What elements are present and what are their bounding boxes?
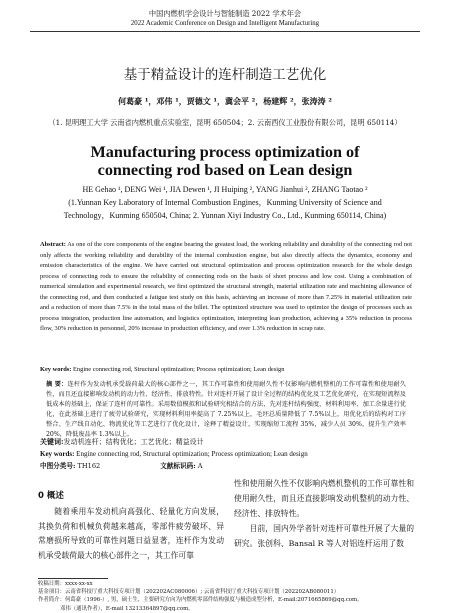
section-heading-overview: 0 概述 [38,491,64,501]
running-header-en: 2022 Academic Conference on Design and Intelligent Manufacturing [130,20,320,27]
clc-value: TH162 [75,462,101,470]
affiliation-cn: （1. 昆明理工大学 云南省内燃机重点实验室，昆明 650504；2. 云南西仪工业股份有限公司，昆明 650114） [48,118,402,127]
keywords-en-top-text: Engine connecting rod, Structural optimization; Process optimization; Lean design [71,366,285,373]
body-right-column [234,476,414,551]
abstract-cn [46,380,406,440]
paper-title-cn: 基于精益设计的连杆制造工艺优化 [123,67,327,83]
header-rule [30,31,420,32]
abstract-en-label: Abstract: [40,241,66,248]
footnote-fund: 基金项目：云南省科技厅重大科技专项计划（202202AC080006）; 云南省科技厅重大科技专项计划（202202AB080011） [38,589,340,596]
keywords-cn-text: 发动机连杆；结构优化；工艺优化；精益设计 [63,438,204,446]
doc-code-label: 文献标识码: [160,462,196,470]
body-right-para-2-text: 目前，国内外学者针对连杆可靠性开展了大量的研究。张创科、Bansal R 等人对铝连杆运用了数 [234,524,414,548]
body-left-text: 随着乘用车发动机向高强化、轻量化方向发展，其换负荷和机械负荷越来越高，零部件疲劳破坏、异常磨损所导致的可靠性问题日益显著，连杆作为发动机承受载荷最大的核心部件之一，其工作可靠 [38,507,225,560]
classification-line [40,461,412,471]
keywords-en-text: Engine connecting rod, Structural optimization; Process optimization; Lean design [74,450,308,458]
keywords-cn-label: 关键词: [40,437,64,446]
footnote-author-bio: 作者简介：何葛豪（1996-）, 男，硕士生，主要研究方向为内燃机零部件结构强度与极造成型分析，E-mail:2071665869@qq.com。 [38,597,363,604]
doc-code-value: A [195,462,203,470]
footnotes [38,580,428,613]
keywords-en-top [40,365,412,376]
paper-title-en: Manufacturing process optimization of connecting rod based on Lean design [90,143,360,179]
body-right-para-2 [234,521,414,551]
authors-en: HE Gehao ¹, DENG Wei ¹, JIA Dewen ¹, JI Huiping ², YANG Jianhui ², ZHANG Taotao ² [82,185,368,194]
abstract-en [40,240,412,335]
keywords-cn [40,437,412,447]
keywords-en-label: Key words: [40,450,75,458]
authors-cn: 何葛豪 ¹，邓伟 ¹，贾德文 ¹，冀会平 ²，杨建辉 ²，张涛涛 ² [118,96,332,106]
abstract-cn-label: 摘 要： [46,381,68,388]
affiliation-en: (1.Yunnan Key Laboratory of Internal Combustion Engines，Kunming University of Science and Technology，Kunming 650504, China; 2. Yunnan Xiyi Industry Co., Ltd., Kunming 650114, China) [63,198,387,220]
body-right-para-1: 性和使用耐久性不仅影响内燃机整机的工作可靠性和使用耐久性，而且还直接影响发动机整机的动力性、经济性、排放特性。 [234,479,414,518]
abstract-cn-text: 连杆作为发动机承受载荷最大的核心部件之一，其工作可靠性和使用耐久性不仅影响内燃机整机的工作可靠性和使用耐久性，而且还直接影响发动机的动力性、经济性、排放特性。针对连杆开展了设计全过程的结构优化及工艺优化研究，在实现短流程及低成本的基础上，保证了连杆的可靠性。采用数值模拟和试验研究相结合的方法，先对连杆结构强度、材料利用率、加工余量进行优化，在此基础上进行了疲劳试验研究，实现材料利用率提高了 7.25%以上，毛坯总质量降低了 7.5%以上，用优化后的结构对工序整合、生产线自动化、物流优化等工艺进行了优化设计，诠释了精益设计，实现缩短工流程 35%，减少人员 30%，提升生产效率 20%，降低废品率 1.3%以上。 [46,381,406,438]
running-header-cn: 中国内燃机学会设计与智能制造 2022 学术年会 [148,9,302,18]
footnote-rule [38,578,108,579]
keywords-en-top-label: Key words: [40,366,72,373]
clc-label: 中图分类号: [40,462,76,470]
footnote-received: 收稿日期：xxxx-xx-xx [38,581,93,587]
keywords-en [40,449,420,459]
body-left-column [38,505,224,563]
abstract-en-text: As one of the core components of the engine bearing the greatest load, the working reliability and durability of the connecting rod not only affects the working reliability and durability of the internal combustion engine, but also directly affects the dynamics, economy and emission characteristics of the engine. We have carried out structural optimization and process optimization research for the whole design process of connecting rods to ensure the reliability of connecting rods on the basis of short process and low cost. Using a combination of numerical simulation and experimental research, we first optimized the structural strength, material utilization rate and machining allowance of the connecting rod, and then conducted a fatigue test study on this basis, achieving an increase of more than 7.25% in material utilization rate and a reduction of more than 7.5% in the total mass of the billet. The optimized structure was used to optimize the design of processes such as process integration, production line automation, and logistics optimization, interpreting lean production, achieving a 35% reduction in process flow, 30% reduction in personnel, 20% increase in production efficiency, and over 1.3% reduction in scrap rate. [40,241,412,332]
footnote-corresponding: 邓伟（通讯作者），E-mail 13213364897@qq.com。 [60,605,194,612]
